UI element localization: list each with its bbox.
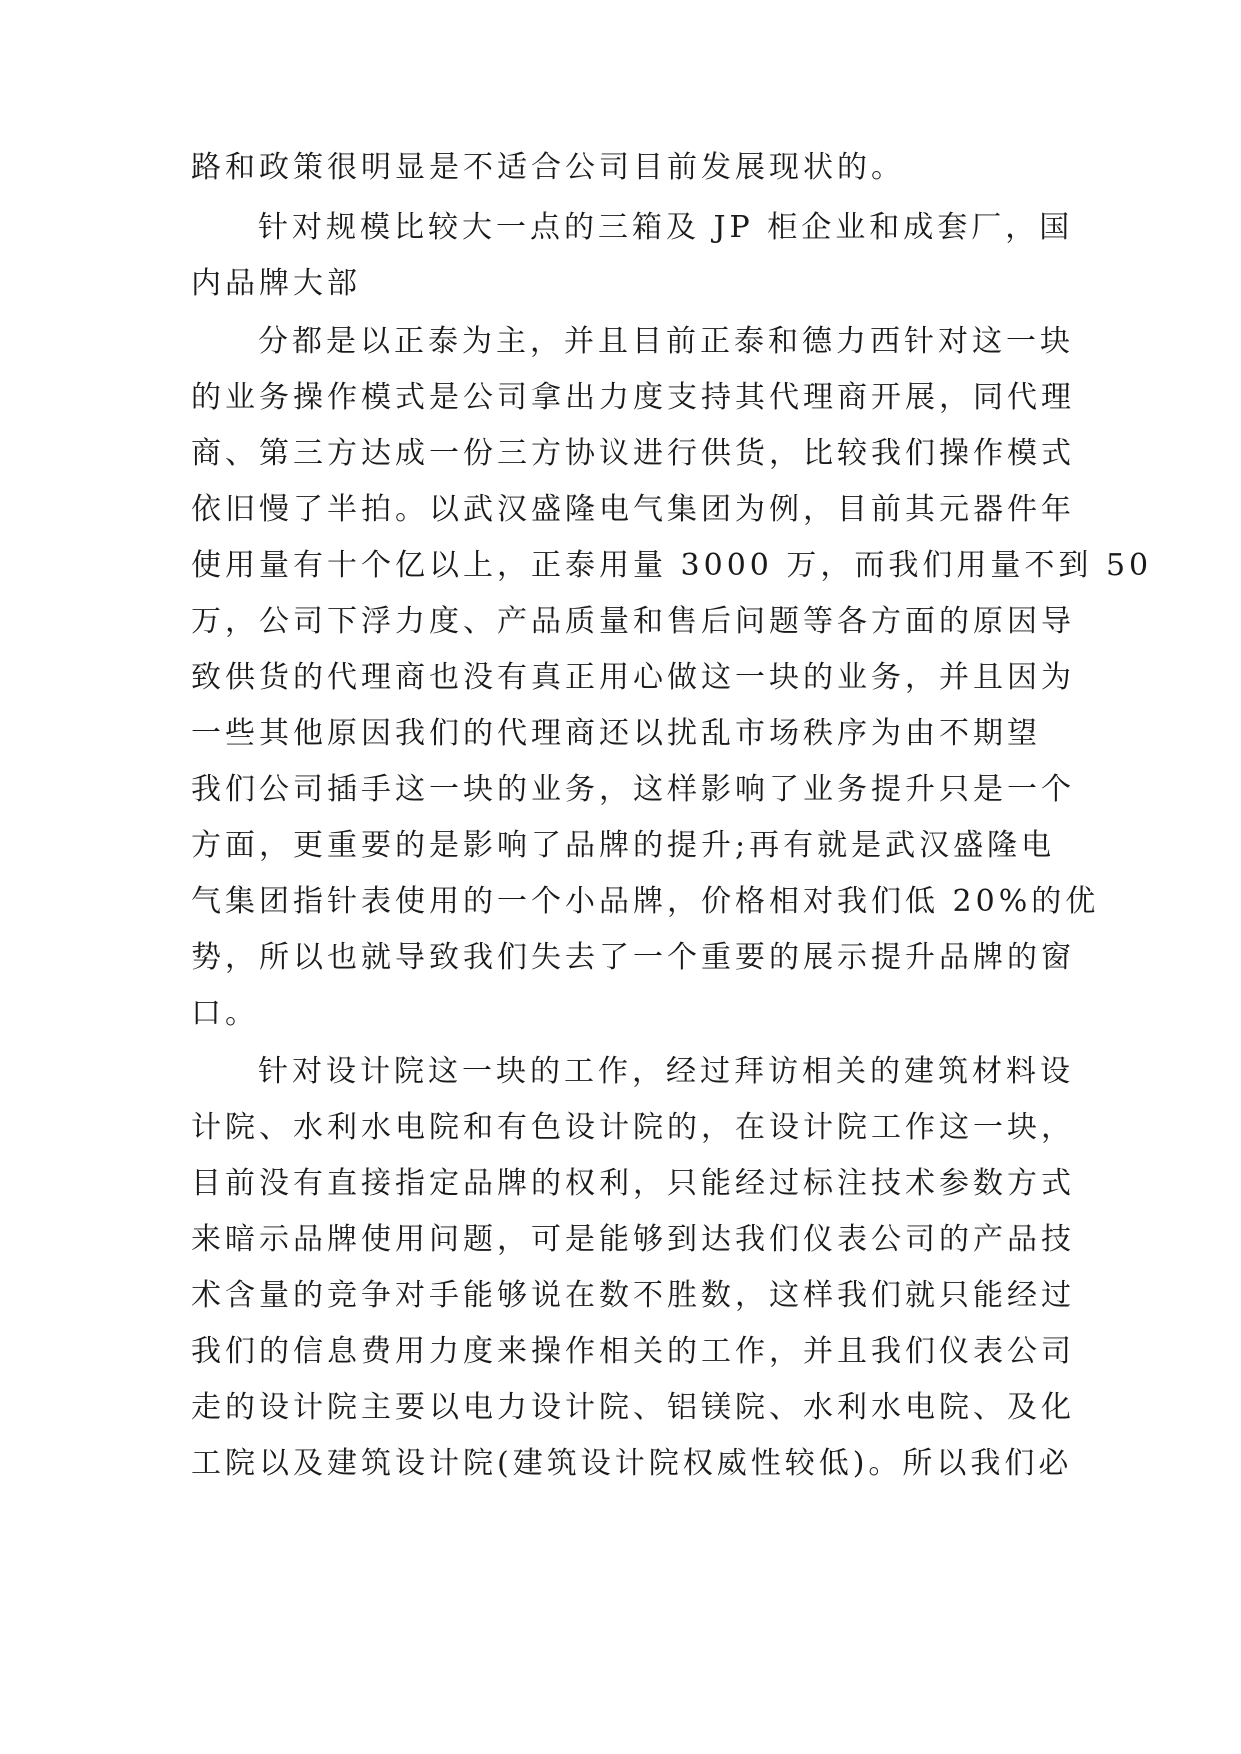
text-line: 势，所以也就导致我们失去了一个重要的展示提升品牌的窗 xyxy=(191,940,1075,975)
text-line: 致供货的代理商也没有真正用心做这一块的业务，并且因为 xyxy=(191,660,1075,695)
text-line: 方面，更重要的是影响了品牌的提升;再有就是武汉盛隆电 xyxy=(191,828,1056,863)
text-line: 目前没有直接指定品牌的权利，只能经过标注技术参数方式 xyxy=(191,1166,1075,1201)
text-line: 口。 xyxy=(191,996,259,1031)
text-line: 内品牌大部 xyxy=(191,266,361,301)
text-line: 一些其他原因我们的代理商还以扰乱市场秩序为由不期望 xyxy=(191,716,1041,751)
text-line: 的业务操作模式是公司拿出力度支持其代理商开展，同代理 xyxy=(191,380,1075,415)
text-line: 我们公司插手这一块的业务，这样影响了业务提升只是一个 xyxy=(191,772,1075,807)
text-line: 针对规模比较大一点的三箱及 JP 柜企业和成套厂，国 xyxy=(258,210,1074,245)
text-line: 万，公司下浮力度、产品质量和售后问题等各方面的原因导 xyxy=(191,604,1075,639)
text-line: 气集团指针表使用的一个小品牌，价格相对我们低 20%的优 xyxy=(191,884,1100,919)
text-line: 走的设计院主要以电力设计院、铝镁院、水利水电院、及化 xyxy=(191,1390,1075,1425)
text-line: 工院以及建筑设计院(建筑设计院权威性较低)。所以我们必 xyxy=(191,1446,1073,1481)
text-line: 分都是以正泰为主，并且目前正泰和德力西针对这一块 xyxy=(258,324,1074,359)
text-line: 来暗示品牌使用问题，可是能够到达我们仪表公司的产品技 xyxy=(191,1222,1075,1257)
text-line: 使用量有十个亿以上，正泰用量 3000 万，而我们用量不到 50 xyxy=(191,548,1153,583)
text-line: 依旧慢了半拍。以武汉盛隆电气集团为例，目前其元器件年 xyxy=(191,492,1075,527)
text-line: 计院、水利水电院和有色设计院的，在设计院工作这一块， xyxy=(191,1110,1075,1145)
text-line: 我们的信息费用力度来操作相关的工作，并且我们仪表公司 xyxy=(191,1334,1075,1369)
text-line: 路和政策很明显是不适合公司目前发展现状的。 xyxy=(191,150,905,185)
text-line: 针对设计院这一块的工作，经过拜访相关的建筑材料设 xyxy=(258,1054,1074,1089)
text-line: 术含量的竞争对手能够说在数不胜数，这样我们就只能经过 xyxy=(191,1278,1075,1313)
text-line: 商、第三方达成一份三方协议进行供货，比较我们操作模式 xyxy=(191,436,1075,471)
